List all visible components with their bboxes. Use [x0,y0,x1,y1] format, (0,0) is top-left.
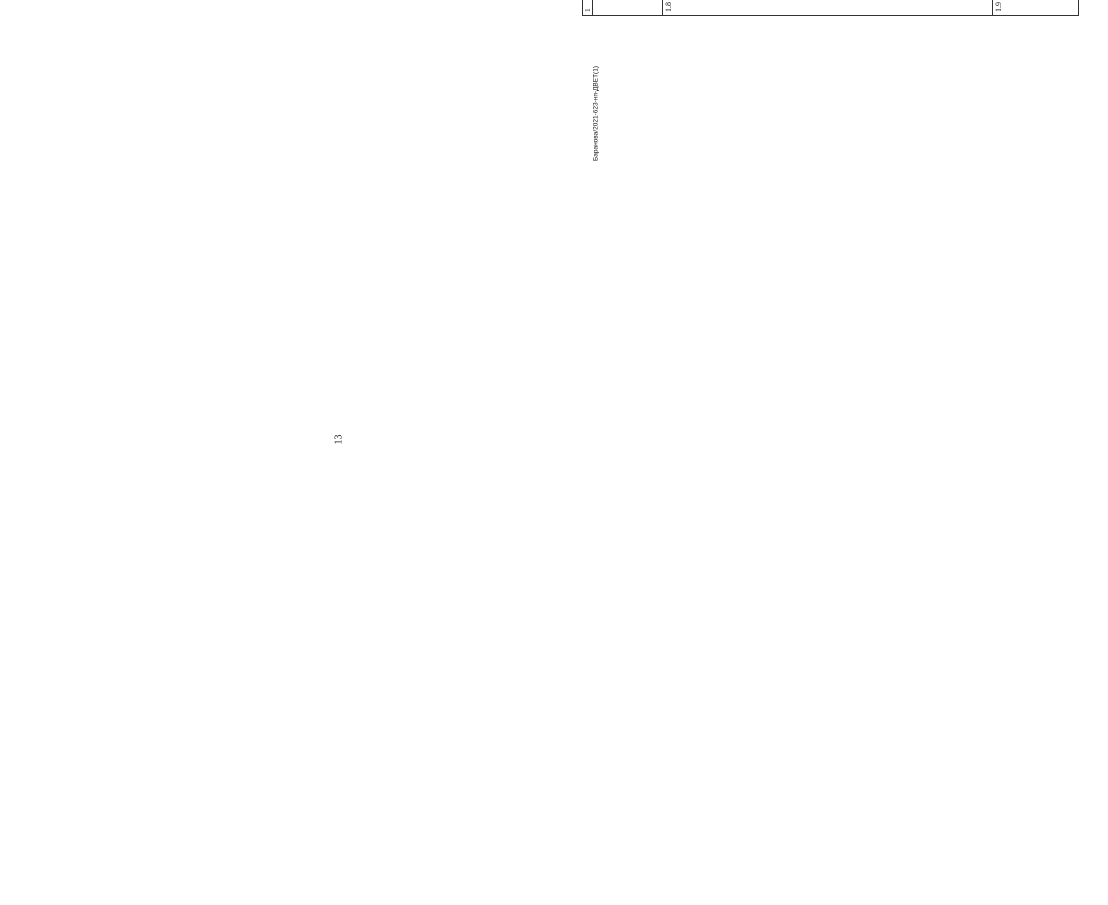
budget-table-rotated [582,0,1108,16]
table-cell-col-1: 1.9 [993,0,1079,16]
table-row [593,0,663,16]
budget-table [582,0,1079,16]
table-row [663,0,993,16]
page-number: 13 [333,434,345,445]
table-row [993,0,1079,16]
document-code-text: Баранова/2021-623-нп-ДВЕТ(1) [592,66,600,162]
table-cell-col-1: 1.8 [663,0,993,16]
table-cell-col-1 [593,0,663,16]
column-number-row [583,0,593,16]
column-number: 1 [583,0,593,16]
